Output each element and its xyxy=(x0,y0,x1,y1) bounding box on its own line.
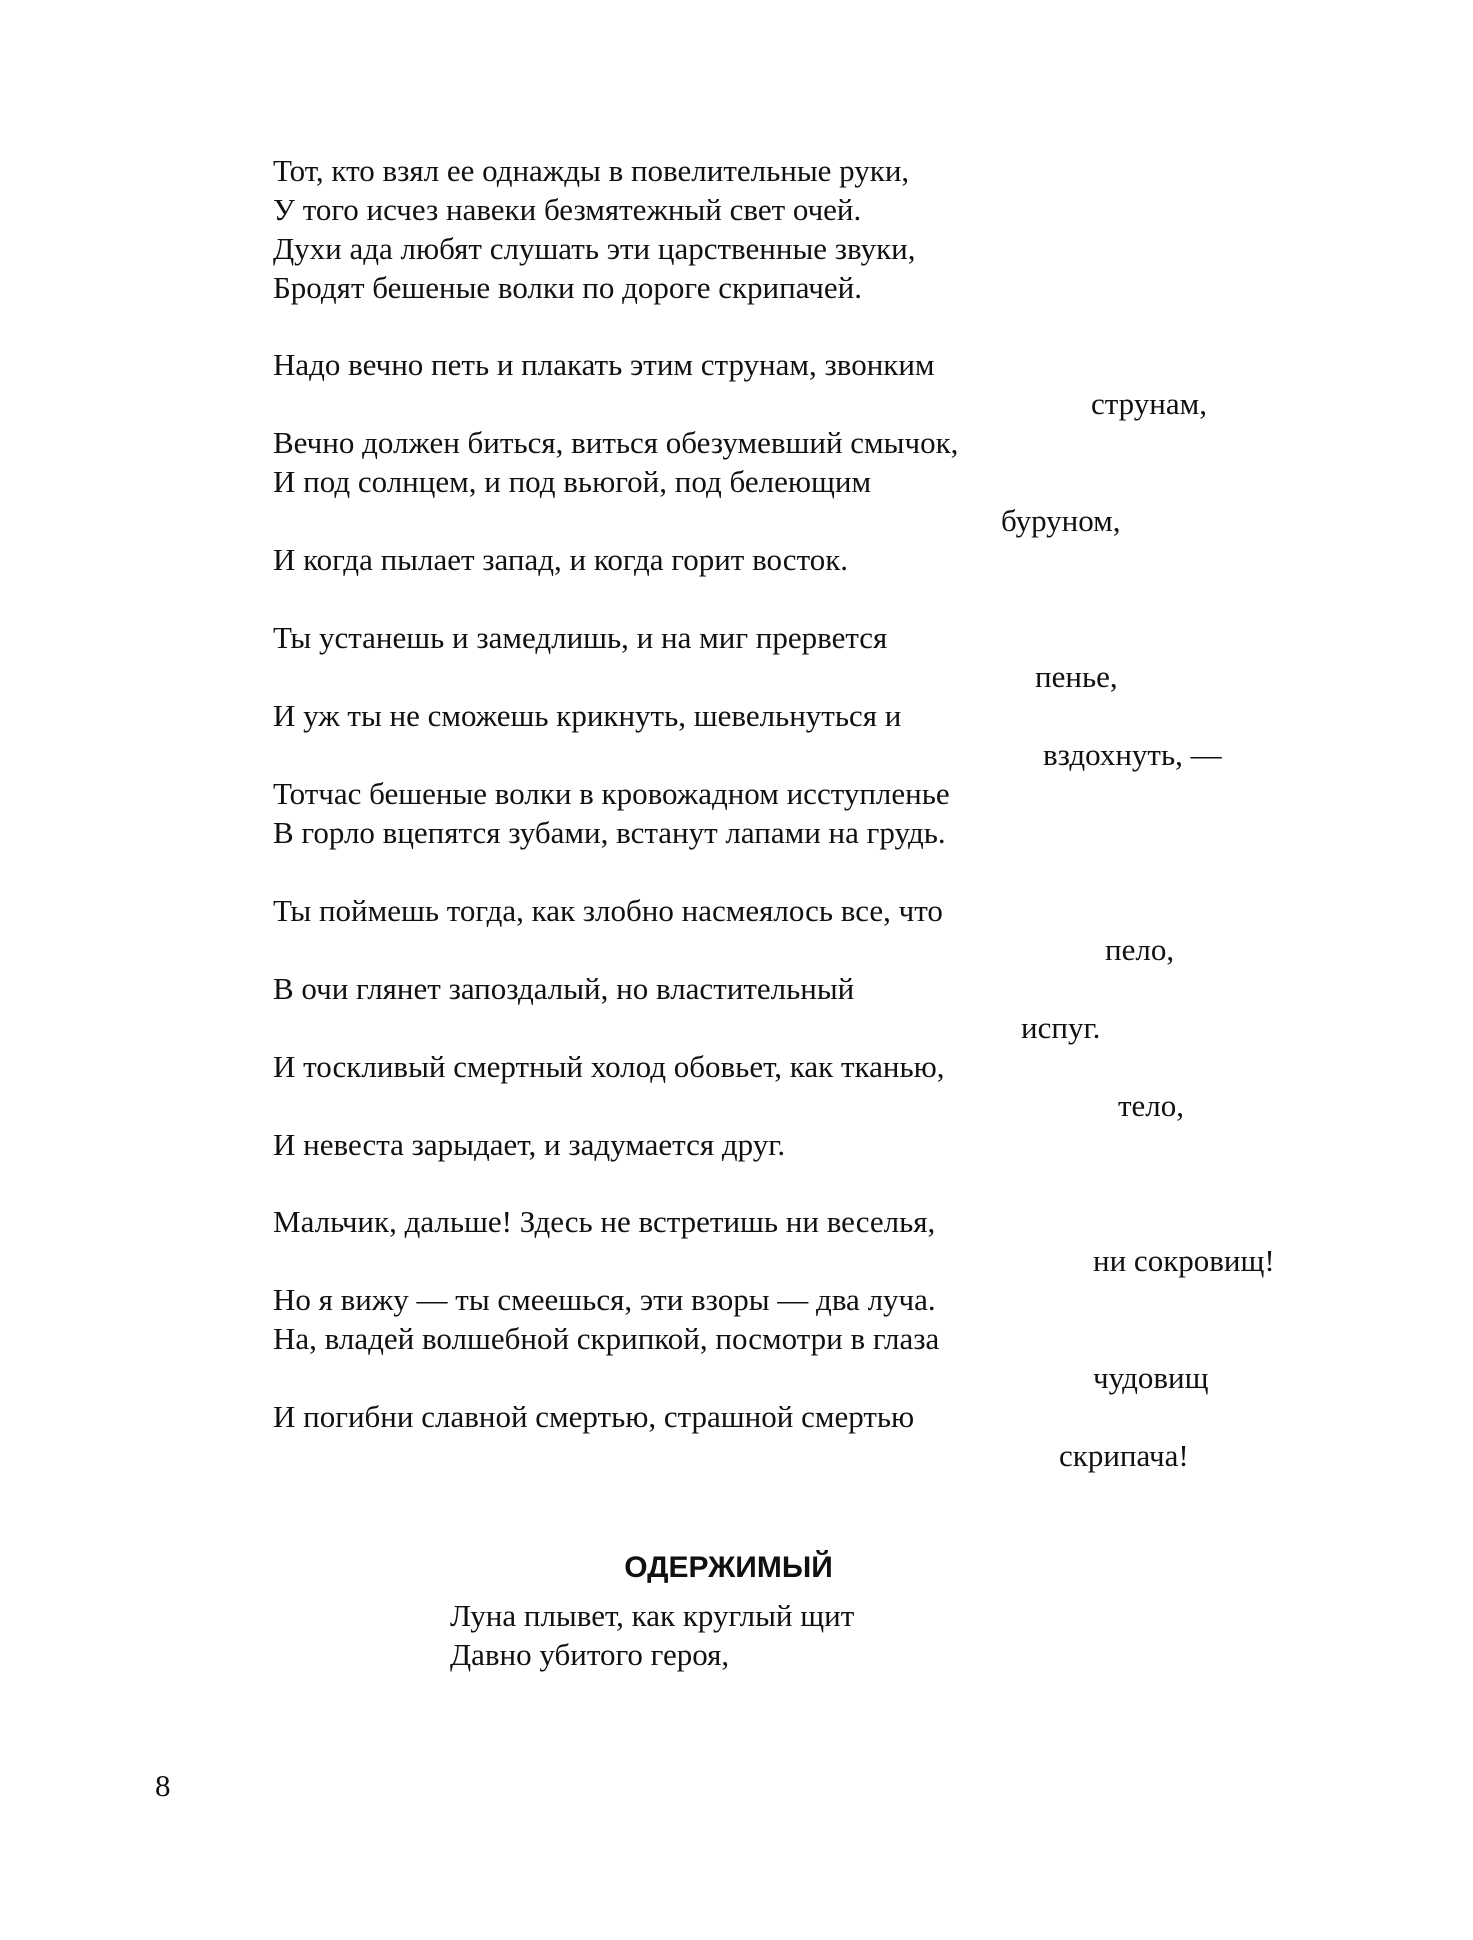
poem-line: Тотчас бешеные волки в кровожадном исступленье xyxy=(273,776,950,811)
poem-line-continuation: вздохнуть, — xyxy=(1043,737,1222,772)
stanza-1 xyxy=(273,151,1323,307)
page-number: 8 xyxy=(155,1768,171,1803)
poem-line: Но я вижу — ты смеешься, эти взоры — два луча. xyxy=(273,1282,936,1317)
poem-line: И уж ты не сможешь крикнуть, шевельнуться и xyxy=(273,698,902,733)
stanza-5 xyxy=(273,1202,1323,1475)
poem-line-continuation: струнам, xyxy=(1091,386,1207,421)
poem-line: И когда пылает запад, и когда горит восток. xyxy=(273,542,849,577)
stanza-3 xyxy=(273,618,1323,852)
poem-line-continuation: тело, xyxy=(1118,1088,1185,1123)
poem-line: В горло вцепятся зубами, встанут лапами на грудь. xyxy=(273,815,946,850)
poem-line-continuation: пенье, xyxy=(1035,659,1118,694)
poem-line: Ты устанешь и замедлишь, и на миг прервется xyxy=(273,620,888,655)
stanza-4 xyxy=(273,891,1323,1164)
poem-line-continuation: пело, xyxy=(1105,932,1175,967)
poem-line: В очи глянет запоздалый, но властительный xyxy=(273,971,855,1006)
stanza-2 xyxy=(273,345,1323,579)
poem-line: Надо вечно петь и плакать этим струнам, звонким xyxy=(273,347,935,382)
poem-line: Бродят бешеные волки по дороге скрипачей. xyxy=(273,270,862,305)
poem-title xyxy=(0,1551,1473,1585)
poem-line-continuation: чудовищ xyxy=(1093,1360,1209,1395)
poem-line: Луна плывет, как круглый щит xyxy=(450,1598,855,1633)
poem-line: На, владей волшебной скрипкой, посмотри в глаза xyxy=(273,1321,940,1356)
poem-line-continuation: ни сокровищ! xyxy=(1093,1243,1275,1278)
poem-line: Духи ада любят слушать эти царственные звуки, xyxy=(273,231,916,266)
poem-line: Ты поймешь тогда, как злобно насмеялось все, что xyxy=(273,893,943,928)
next-poem-stanza xyxy=(450,1596,854,1674)
poem-line: Давно убитого героя, xyxy=(450,1637,730,1672)
poem-line: И тоскливый смертный холод обовьет, как тканью, xyxy=(273,1049,945,1084)
poem-line: Вечно должен биться, виться обезумевший смычок, xyxy=(273,425,959,460)
poem-line: Тот, кто взял ее однажды в повелительные руки, xyxy=(273,153,910,188)
poem-line: И невеста зарыдает, и задумается друг. xyxy=(273,1127,786,1162)
poem-line: Мальчик, дальше! Здесь не встретишь ни веселья, xyxy=(273,1204,936,1239)
poem-line: И погибни славной смертью, страшной смертью xyxy=(273,1399,915,1434)
poem-title-text: ОДЕРЖИМЫЙ xyxy=(624,1551,833,1584)
poem-line-continuation: буруном, xyxy=(1001,503,1121,538)
poem-line: И под солнцем, и под вьюгой, под белеющим xyxy=(273,464,872,499)
poem-line: У того исчез навеки безмятежный свет очей. xyxy=(273,192,862,227)
poem-line-continuation: испуг. xyxy=(1021,1010,1101,1045)
poem-line-continuation: скрипача! xyxy=(1059,1438,1189,1473)
